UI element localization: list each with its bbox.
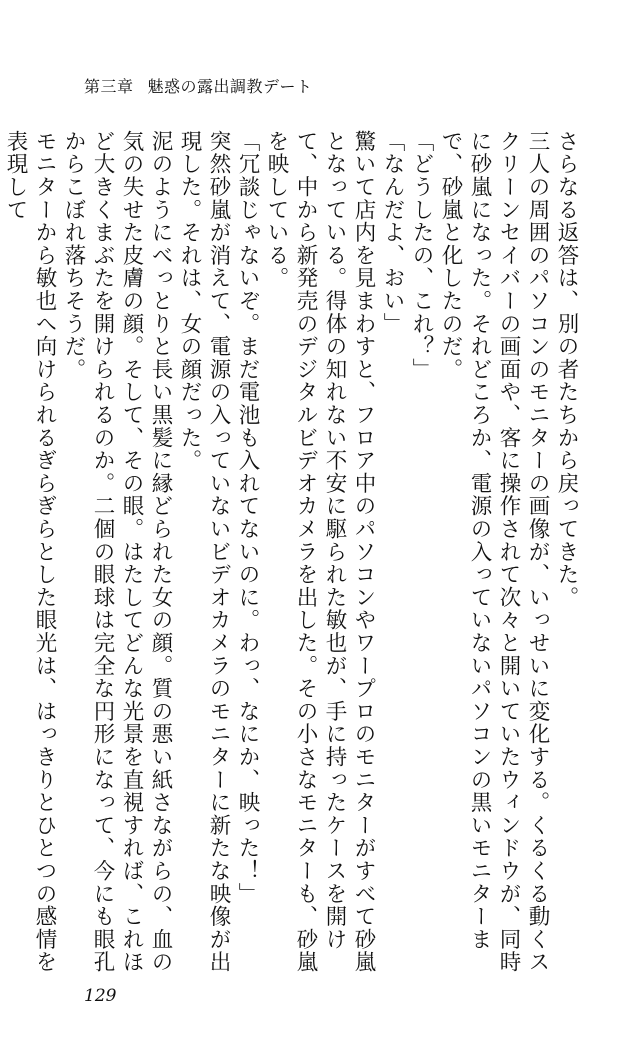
body-text: [1, 130, 581, 975]
paragraph: 泥のようにべっとりと長い黒髪に縁どられた女の顔。質の悪い紙さながらの、血の気の失せた皮膚の顔。そして、その眼。はたしてどんな光景を直視すれば、これほど大きくまぶたを開けられるのか。二個の眼球は完全な円形になって、今にも眼孔からこぼれ落ちそうだ。: [61, 130, 173, 974]
paragraph: 突然砂嵐が消えて、電源の入っていないビデオカメラのモニターに新たな映像が出現した。それは、女の顔だった。: [177, 130, 231, 974]
paragraph: 驚いて店内を見まわすと、フロア中のパソコンやワープロのモニターがすべて砂嵐となっている。得体の知れない不安に駆られた敏也が、手に持ったケースを開けて、中から新発売のデジタルビデオカメラを出した。その小さなモニターも、砂嵐を映している。: [264, 130, 376, 974]
chapter-label: 第三章: [84, 77, 134, 96]
paragraph: 「なんだよ、おい」: [380, 130, 405, 336]
running-head: [84, 74, 313, 97]
chapter-title: 魅惑の露出調教デート: [147, 77, 313, 96]
paragraph: 三人の周囲のパソコンのモニターの画像が、いっせいに変化する。くるくる動くスクリーンセイバーの画面や、客に操作されて次々と開いていたウィンドウが、同時に砂嵐になった。それどころか、電源の入っていないパソコンの黒いモニターまで、砂嵐と化したのだ。: [438, 130, 550, 974]
paragraph: 「冗談じゃないぞ。まだ電池も入れてないのに。わっ、なにか、映った！」: [235, 130, 260, 906]
paragraph: モニターから敏也へ向けられるぎらぎらとした眼光は、はっきりとひとつの感情を表現して: [3, 130, 57, 974]
paragraph: さらなる返答は、別の者たちから戻ってきた。: [554, 130, 579, 609]
paragraph: 「どうしたの、これ？」: [409, 130, 434, 381]
page-number: 129: [84, 986, 117, 1006]
